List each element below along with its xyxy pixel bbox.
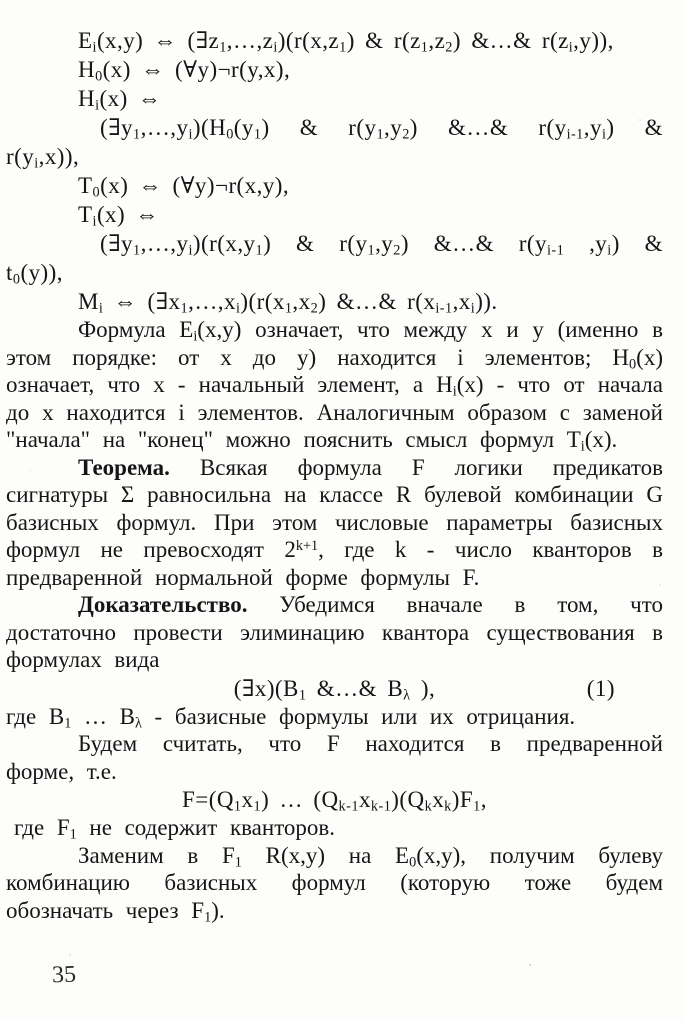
formula-line-t0: $T_0(x)$ ⇔ (∀y)¬r(x,y), [78,173,290,201]
theorem-label: Теорема. [78,454,170,480]
theorem-body: Всякая формула F логики предикатов сигнатуры Σ равносильна на классе R булевой комбинации G базисных формул. При этом числовые параметры базисных формул не превосходят $2^{k+1}$, где k - число кванторов в предваренной нормальной форме формулы F. [6,454,663,590]
formula-line-h0: $H_0(x)$ ⇔ (∀y)¬r(y,x), [78,57,291,85]
paragraph-proof [6,591,663,674]
formula-line-ti: $T_i(x)$ ⇔ [78,202,159,230]
page-number: 35 [51,961,77,989]
formula-line-mi: $M_i$ ⇔ $(\exists x_1,\dots,x_i)(r(x_1,x_2)$ &…& $r(x_{i-1},x_i)$). [78,289,498,317]
paragraph-prenex: Будем считать, что F находится в предваренной форме, т.е. [6,731,663,784]
paragraph-formula-meaning: Формула $E_i(x,y)$ означает, что между x и y (именно в этом порядке: от x до y) находится i элементов; $H_0(x)$ означает, что x - начальный элемент, а $H_i(x)$ - что от начала до x находится i элементов. Аналогичным образом с заменой "начала" на "конец" можно пояснить смысл формул $T_i(x)$. [6,317,663,455]
proof-body: Убедимся вначале в том, что достаточно провести элиминацию квантора существования в формулах вида [6,592,663,672]
equation-1-number: (1) [586,675,615,701]
equation-1-row [6,674,663,703]
formula-line-hi-tail: $r(y_i,x)$), [6,144,80,172]
paragraph-replace: Заменим в $F_1$ R(x,y) на $E_0(x,y)$, получим булеву комбинацию базисных формул (которую тоже будем обозначать через $F_1$). [6,842,664,926]
formula-line-hi-body: $(\exists y_1,\dots,y_i)(H_0(y_1)$ & $r(y_1,y_2)$ &…& $r(y_{i-1},y_i)$ & [100,115,663,143]
paragraph-theorem [6,454,663,592]
paragraph-where-f1: где $F_1$ не содержит кванторов. [14,815,336,843]
proof-label: Доказательство. [78,592,248,617]
equation-f-formula: $F=(Q_1x_1)$ … $(Q_{k-1}x_{k-1})(Q_kx_k)F_1$, [182,787,487,815]
paragraph-where-b: где $B_1$ … $B_\lambda$ - базисные формулы или их отрицания. [6,703,576,732]
formula-line-ei: $E_i(x,y)$ ⇔ $(\exists z_1,\dots,z_i)(r(x,z_1)$ & $r(z_1,z_2)$ &…& $r(z_i,y)$), [78,28,614,56]
equation-f-row [6,785,663,814]
formula-line-ti-body: $(\exists y_1,\dots,y_i)(r(x,y_1)$ & $r(y_1,y_2)$ &…& $r(y_{i-1}$ $,y_i$) & [100,231,664,259]
equation-1-formula: $(\exists x)(B_1$ &…& $B_\lambda$ ), [233,675,436,704]
formula-line-hi: $H_i(x)$ ⇔ [78,86,162,114]
formula-line-ti-tail: $t_0(y)$), [6,260,63,288]
